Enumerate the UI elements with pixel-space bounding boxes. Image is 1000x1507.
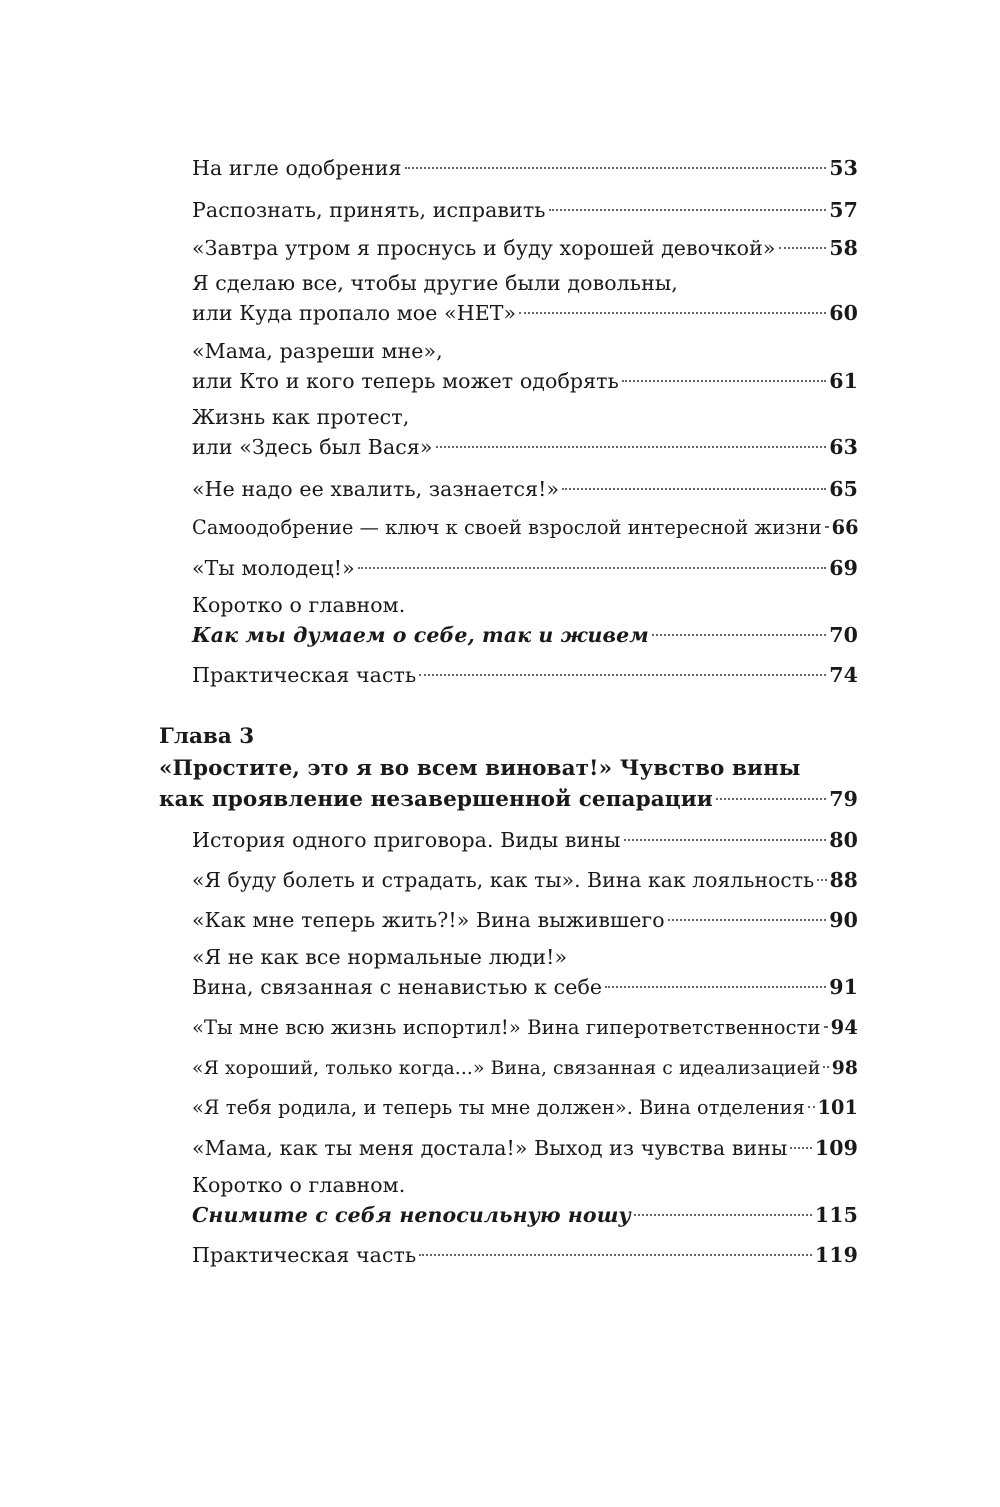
entry-title: «Я хороший, только когда...» Вина, связанная с идеализацией <box>192 1058 821 1079</box>
leader-dots <box>808 1106 815 1108</box>
leader-dots <box>817 879 826 881</box>
toc-entry <box>192 474 858 504</box>
page-number: 53 <box>829 156 858 180</box>
entry-title: Распознать, принять, исправить <box>192 198 546 222</box>
toc-entry <box>192 268 858 328</box>
entry-title: или Кто и кого теперь может одобрять <box>192 369 619 393</box>
entry-title: «Завтра утром я проснусь и буду хорошей девочкой» <box>192 236 776 260</box>
toc-entry <box>192 1240 858 1270</box>
entry-title-line1: «Я не как все нормальные люди!» <box>192 945 568 969</box>
toc-entry <box>192 1170 858 1230</box>
entry-title-line1: Коротко о главном. <box>192 1173 406 1197</box>
entry-title: Как мы думаем о себе, так и живем <box>192 623 649 647</box>
page-number: 98 <box>831 1057 858 1079</box>
leader-dots <box>358 567 827 569</box>
toc-entry <box>192 942 858 1002</box>
toc-entry <box>192 590 858 650</box>
page-number: 119 <box>814 1243 858 1267</box>
leader-dots <box>824 1026 828 1028</box>
entry-title: Снимите с себя непосильную ношу <box>192 1203 631 1227</box>
entry-title: История одного приговора. Виды вины <box>192 828 621 852</box>
toc-entry <box>192 336 858 396</box>
leader-dots <box>419 674 826 676</box>
chapter-title <box>159 754 858 814</box>
toc-entry <box>192 865 858 895</box>
entry-title: «Как мне теперь жить?!» Вина выжившего <box>192 908 665 932</box>
entry-title: Практическая часть <box>192 663 417 687</box>
page-number: 80 <box>829 828 858 852</box>
leader-dots <box>562 488 826 490</box>
page-number: 61 <box>829 369 858 393</box>
chapter-title-line1: «Простите, это я во всем виноват!» Чувство вины <box>159 756 801 781</box>
toc-entry <box>192 1133 858 1163</box>
toc-entry <box>192 1013 858 1043</box>
leader-dots <box>652 634 826 636</box>
leader-dots <box>790 1147 811 1149</box>
entry-title: «Я тебя родила, и теперь ты мне должен». Вина отделения <box>192 1096 805 1119</box>
toc-entry <box>192 825 858 855</box>
entry-title: Вина, связанная с ненавистью к себе <box>192 975 603 999</box>
page-number: 66 <box>831 516 859 539</box>
leader-dots <box>519 312 826 314</box>
chapter-label: Глава 3 <box>159 724 255 749</box>
page-number: 115 <box>814 1203 858 1227</box>
entry-title: Практическая часть <box>192 1243 417 1267</box>
entry-title-line1: Коротко о главном. <box>192 593 406 617</box>
leader-dots <box>779 247 827 249</box>
entry-title: Самоодобрение — ключ к своей взрослой интересной жизни <box>192 516 822 539</box>
toc-entry <box>192 905 858 935</box>
page-number: 90 <box>829 908 858 932</box>
page-number: 74 <box>829 663 858 687</box>
entry-title-line1: Жизнь как протест, <box>192 405 410 429</box>
leader-dots <box>549 209 827 211</box>
leader-dots <box>716 798 826 800</box>
leader-dots <box>624 839 827 841</box>
toc-entry <box>192 402 858 462</box>
page-number: 65 <box>829 477 858 501</box>
entry-title: «Я буду болеть и страдать, как ты». Вина как лояльность <box>192 868 815 892</box>
toc-entry <box>192 553 858 583</box>
leader-dots <box>825 526 829 528</box>
leader-dots <box>436 446 827 448</box>
entry-title: или «Здесь был Вася» <box>192 435 433 459</box>
leader-dots <box>605 986 826 988</box>
toc-entry <box>192 1093 858 1123</box>
leader-dots <box>405 167 827 169</box>
page-number: 58 <box>829 236 858 260</box>
page-number: 94 <box>830 1016 858 1039</box>
entry-title: или Куда пропало мое «НЕТ» <box>192 301 517 325</box>
leader-dots <box>622 380 826 382</box>
leader-dots <box>634 1214 812 1216</box>
toc-entry <box>192 195 858 225</box>
page-number: 79 <box>829 787 858 811</box>
entry-title: «Ты молодец!» <box>192 556 355 580</box>
page-number: 57 <box>829 198 858 222</box>
entry-title: «Ты мне всю жизнь испортил!» Вина гиперответственности <box>192 1016 821 1039</box>
page-number: 101 <box>817 1096 858 1119</box>
leader-dots <box>668 919 827 921</box>
page-number: 70 <box>829 623 858 647</box>
page-number: 60 <box>829 301 858 325</box>
page-number: 109 <box>814 1136 858 1160</box>
leader-dots <box>823 1066 828 1068</box>
toc-entry <box>192 153 858 183</box>
toc-entry <box>192 660 858 690</box>
chapter-title-line2: как проявление незавершенной сепарации <box>159 787 713 812</box>
entry-title: На игле одобрения <box>192 156 402 180</box>
page-number: 88 <box>829 868 858 892</box>
entry-title: «Не надо ее хвалить, зазнается!» <box>192 477 560 501</box>
leader-dots <box>419 1254 812 1256</box>
entry-title: «Мама, как ты меня достала!» Выход из чувства вины <box>192 1136 788 1160</box>
toc-entry <box>192 233 858 263</box>
entry-title-line1: Я сделаю все, чтобы другие были довольны, <box>192 271 678 295</box>
page-number: 91 <box>829 975 858 999</box>
page-number: 63 <box>829 435 858 459</box>
page-number: 69 <box>829 556 858 580</box>
toc-entry <box>192 1053 858 1083</box>
entry-title-line1: «Мама, разреши мне», <box>192 339 443 363</box>
toc-entry <box>192 513 858 543</box>
